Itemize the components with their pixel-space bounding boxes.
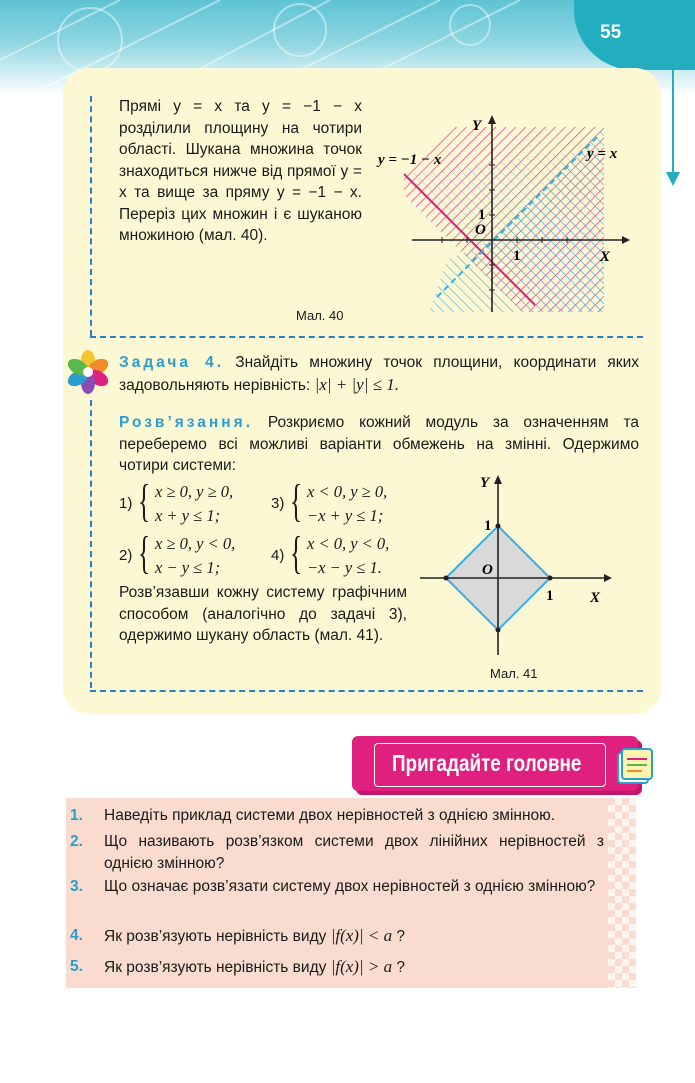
recall-banner bbox=[352, 736, 638, 791]
origin-label: O bbox=[475, 222, 486, 238]
task-title: Задача 4. bbox=[119, 354, 225, 371]
figure-40-graph bbox=[372, 112, 632, 322]
line2-label: y = x bbox=[587, 146, 618, 162]
dashed-border bbox=[90, 400, 92, 688]
example-text: Прямі y = x та y = −1 − x розділили площину на чотири області. Шукана множина точок знаходиться нижче від прямої y = x та вище за пряму y = −1 − x. Переріз цих множин і є шуканою множиною (мал. 40). bbox=[119, 98, 362, 244]
tick-label-x: 1 bbox=[546, 588, 554, 604]
task-inequality: |x| + |y| ≤ 1. bbox=[314, 374, 399, 394]
solution-text: Розкриємо кожний модуль за означенням та переберемо всі можливі варіанти обмежень на змінні. Одержимо чотири системи: bbox=[119, 414, 639, 474]
flower-icon bbox=[66, 350, 110, 394]
solution-conclusion: Розв’язавши кожну систему графічним способом (аналогічно до задачі 3), одержимо шукану область (мал. 41). bbox=[119, 584, 407, 644]
axis-x-label: X bbox=[590, 590, 601, 606]
solution-title: Розв’язання. bbox=[119, 414, 253, 431]
dashed-border bbox=[90, 96, 92, 336]
solution-intro bbox=[119, 412, 639, 477]
figure-41-graph bbox=[420, 470, 620, 660]
figure-40-caption: Мал. 40 bbox=[296, 308, 344, 323]
page-number: 55 bbox=[600, 22, 622, 43]
task-4 bbox=[119, 352, 639, 396]
dashed-border bbox=[90, 690, 643, 692]
figure-41-caption: Мал. 41 bbox=[490, 666, 538, 681]
tick-label-x: 1 bbox=[513, 248, 521, 264]
notebook-icon bbox=[612, 745, 658, 789]
origin-label: O bbox=[482, 562, 493, 578]
line1-label: y = −1 − x bbox=[378, 152, 442, 168]
task-statement: Знайдіть множину точок площини, координати яких задовольняють нерівність: bbox=[119, 354, 639, 394]
tick-label-y: 1 bbox=[484, 518, 492, 534]
axis-y-label: Y bbox=[480, 475, 490, 491]
axis-y-label: Y bbox=[472, 118, 482, 134]
tick-label-y: 1 bbox=[478, 207, 486, 223]
axis-x-label: X bbox=[600, 249, 611, 265]
dashed-border bbox=[90, 336, 643, 338]
margin-arrow-icon bbox=[663, 70, 683, 190]
recall-banner-title: Пригадайте головне bbox=[392, 750, 582, 776]
